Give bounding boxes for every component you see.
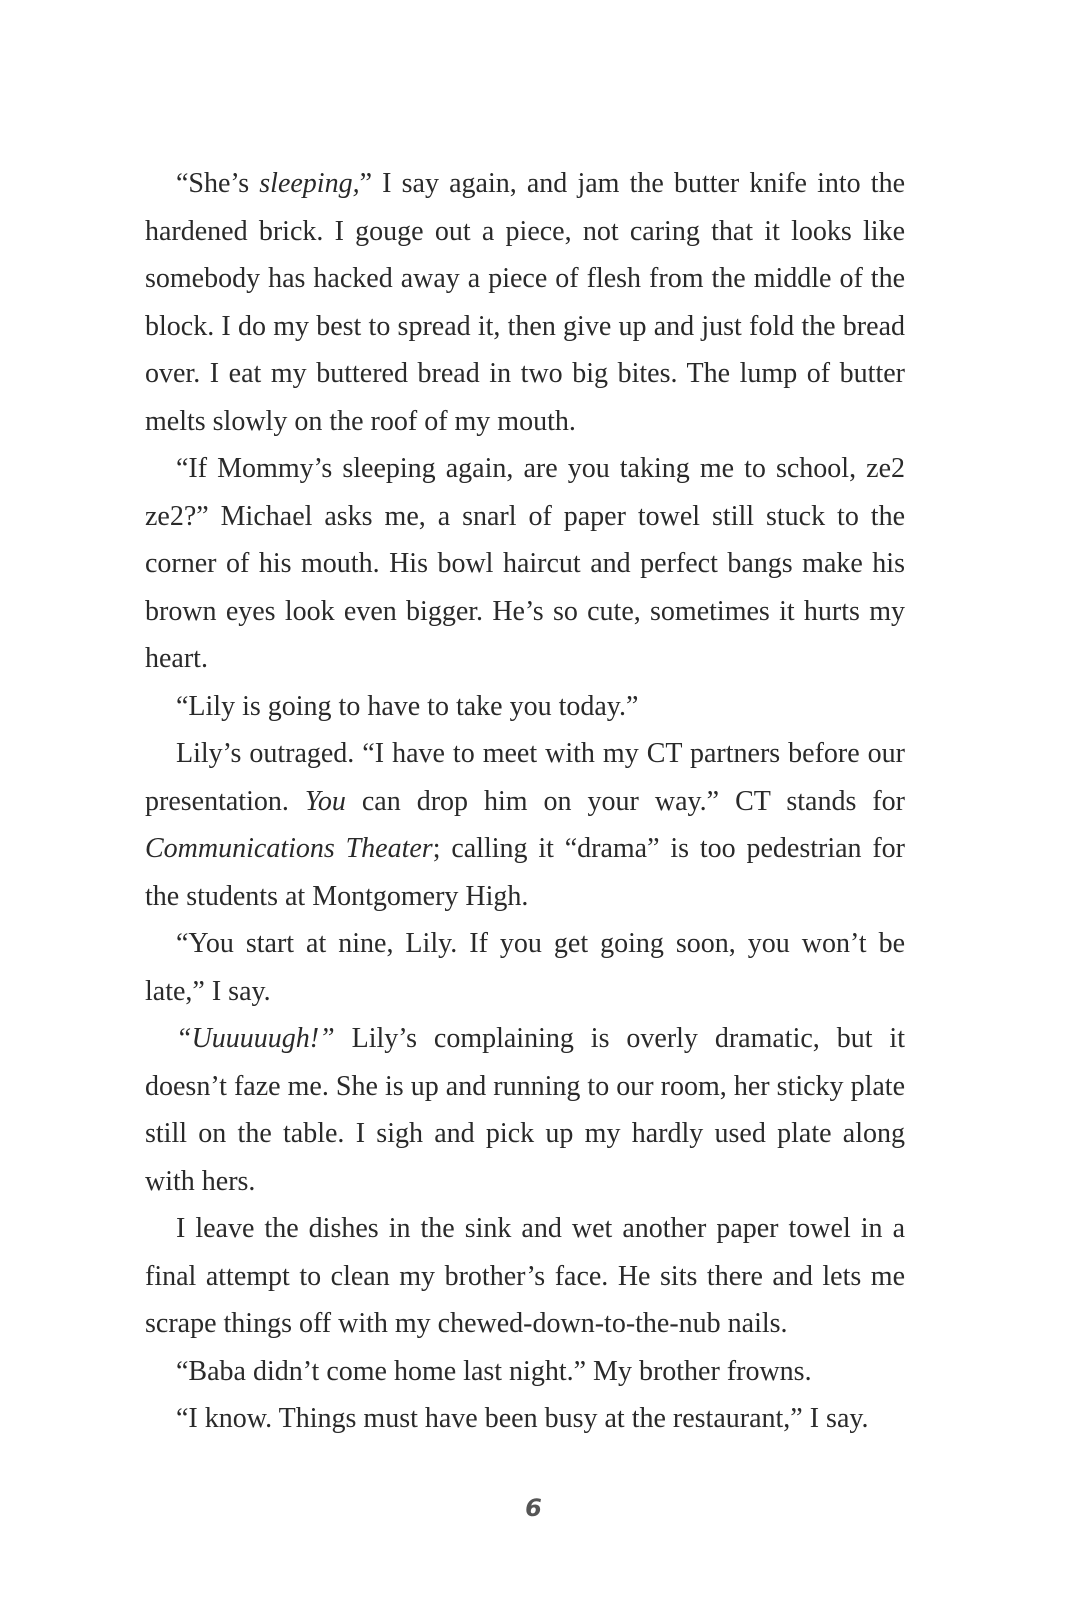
paragraph [145, 730, 905, 920]
text-run: ” I say again, and jam the butter knife into the hardened brick. I gouge out a piece, not caring that it looks like somebody has hacked away a piece of flesh from the middle of the block. I do my best to spread it, then give up and just fold the bread over. I eat my buttered bread in two big bites. The lump of butter melts slowly on the roof of my mouth. [145, 168, 905, 437]
paragraph [145, 1348, 905, 1396]
text-run: can drop him on your way.” CT stands for [345, 785, 906, 817]
paragraph [145, 920, 905, 1015]
paragraph [145, 1205, 905, 1348]
page-number: 6 [525, 1494, 542, 1522]
text-run: “Baba didn’t come home last night.” My brother frowns. [176, 1355, 812, 1387]
text-run: I leave the dishes in the sink and wet another paper towel in a final attempt to clean my brother’s face. He sits there and lets me scrape things off with my chewed-down-to-the-nub nails. [145, 1213, 905, 1339]
text-run: ; calling it “drama” is too pedestrian for the students at Montgomery High. [145, 833, 905, 912]
italic-text-run: sleeping, [259, 168, 360, 199]
italic-text-run: You [304, 785, 346, 817]
body-text [145, 160, 905, 1443]
text-run: Lily’s complaining is overly dramatic, but it doesn’t faze me. She is up and running to our room, her sticky plate still on the table. I sigh and pick up my hardly used plate along with hers. [145, 1023, 905, 1197]
text-run: “You start at nine, Lily. If you get going soon, you won’t be late,” I say. [145, 928, 905, 1007]
paragraph [145, 445, 905, 683]
text-run: “I know. Things must have been busy at the restaurant,” I say. [176, 1403, 869, 1434]
text-run: “If Mommy’s sleeping again, are you taking me to school, ze2 ze2?” Michael asks me, a snarl of paper towel still stuck to the corner of his mouth. His bowl haircut and perfect bangs make his brown eyes look even bigger. He’s so cute, sometimes it hurts my heart. [145, 453, 905, 674]
italic-text-run: “Uuuuuugh!” [176, 1023, 335, 1054]
paragraph [145, 1395, 905, 1443]
text-run: “She’s [176, 168, 260, 199]
text-run: Lily’s outraged. “I have to meet with my CT partners before our presentation. [145, 738, 905, 817]
paragraph [145, 1015, 905, 1205]
italic-text-run: Communications Theater [145, 833, 433, 864]
paragraph [145, 683, 905, 731]
text-run: “Lily is going to have to take you today.” [176, 690, 639, 722]
paragraph [145, 160, 905, 445]
